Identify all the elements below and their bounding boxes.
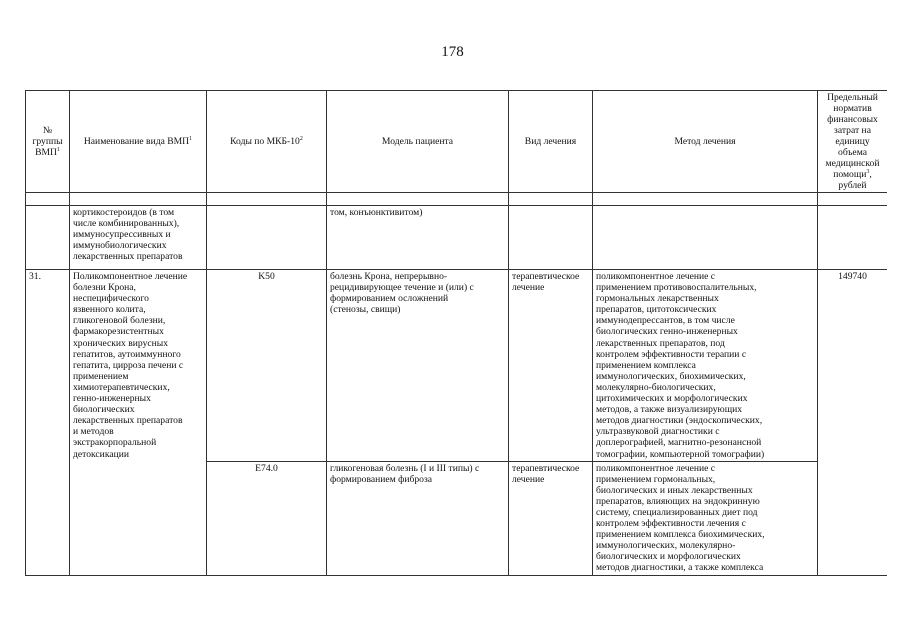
icd-code: K50 xyxy=(207,270,327,462)
table-row xyxy=(26,270,888,462)
continued-patient-model: том, конъюнктивитом) xyxy=(327,206,509,270)
icd-code: E74.0 xyxy=(207,461,327,575)
cost-value: 149740 xyxy=(818,270,888,576)
table-row xyxy=(26,206,888,270)
spacer-row xyxy=(26,193,888,206)
header-cost-limit: Предельный норматив финансовых затрат на единицу объема медицинской помощи$^3$, рублей xyxy=(818,91,888,193)
header-icd-codes: Коды по МКБ-$10^2$ xyxy=(207,91,327,193)
page-number: 178 xyxy=(441,44,464,60)
header-treatment-type: Вид лечения xyxy=(509,91,593,193)
treatment-method: поликомпонентное лечение с применением противовоспалительных, гормональных лекарственных препаратов, цитотоксических иммунодепрессантов, в том числе биологических генно-инженерных лекарственных препаратов, под контролем эффективности терапии с применением комплекса иммунологических, биохимических, молекулярно-биологических, цитохимических и морфологических методов, а также визуализирующих методов диагностики (эндоскопических, ультразвуковой диагностики с доплерографией, магнитно-резонансной томографии, компьютерной томографии) xyxy=(593,270,818,462)
treatment-type: терапевтическое лечение xyxy=(509,270,593,462)
group-number: 31. xyxy=(26,270,70,576)
continued-vmp-name: кортикостероидов (в том числе комбинированных), иммуносупрессивных и иммунобиологических лекарственных препаратов xyxy=(70,206,207,270)
vmp-table xyxy=(25,90,887,576)
patient-model: гликогеновая болезнь (I и III типы) с формированием фиброза xyxy=(327,461,509,575)
treatment-type: терапевтическое лечение xyxy=(509,461,593,575)
document-table-area xyxy=(25,90,887,585)
patient-model: болезнь Крона, непрерывно- рецидивирующее течение и (или) с формированием осложнений (стенозы, свищи) xyxy=(327,270,509,462)
header-treatment-method: Метод лечения xyxy=(593,91,818,193)
vmp-name: Поликомпонентное лечение болезни Крона, неспецифического язвенного колита, гликогеновой болезни, фармакорезистентных хронических вирусных гепатитов, аутоиммунного гепатита, цирроза печени с применением химиотерапевтических, генно-инженерных биологических лекарственных препаратов и методов экстракорпоральной детоксикации xyxy=(70,270,207,576)
header-row xyxy=(26,91,888,193)
header-group-number: № группы ВМП$^1$ xyxy=(26,91,70,193)
header-patient-model: Модель пациента xyxy=(327,91,509,193)
treatment-method: поликомпонентное лечение с применением гормональных, биологических и иных лекарственных препаратов, влияющих на эндокринную систему, специализированных диет под контролем эффективности лечения с применением комплекса биохимических, иммунологических, молекулярно- биологических и морфологических методов диагностики, а также комплекса xyxy=(593,461,818,575)
header-vmp-name: Наименование вида ВМП$^1$ xyxy=(70,91,207,193)
